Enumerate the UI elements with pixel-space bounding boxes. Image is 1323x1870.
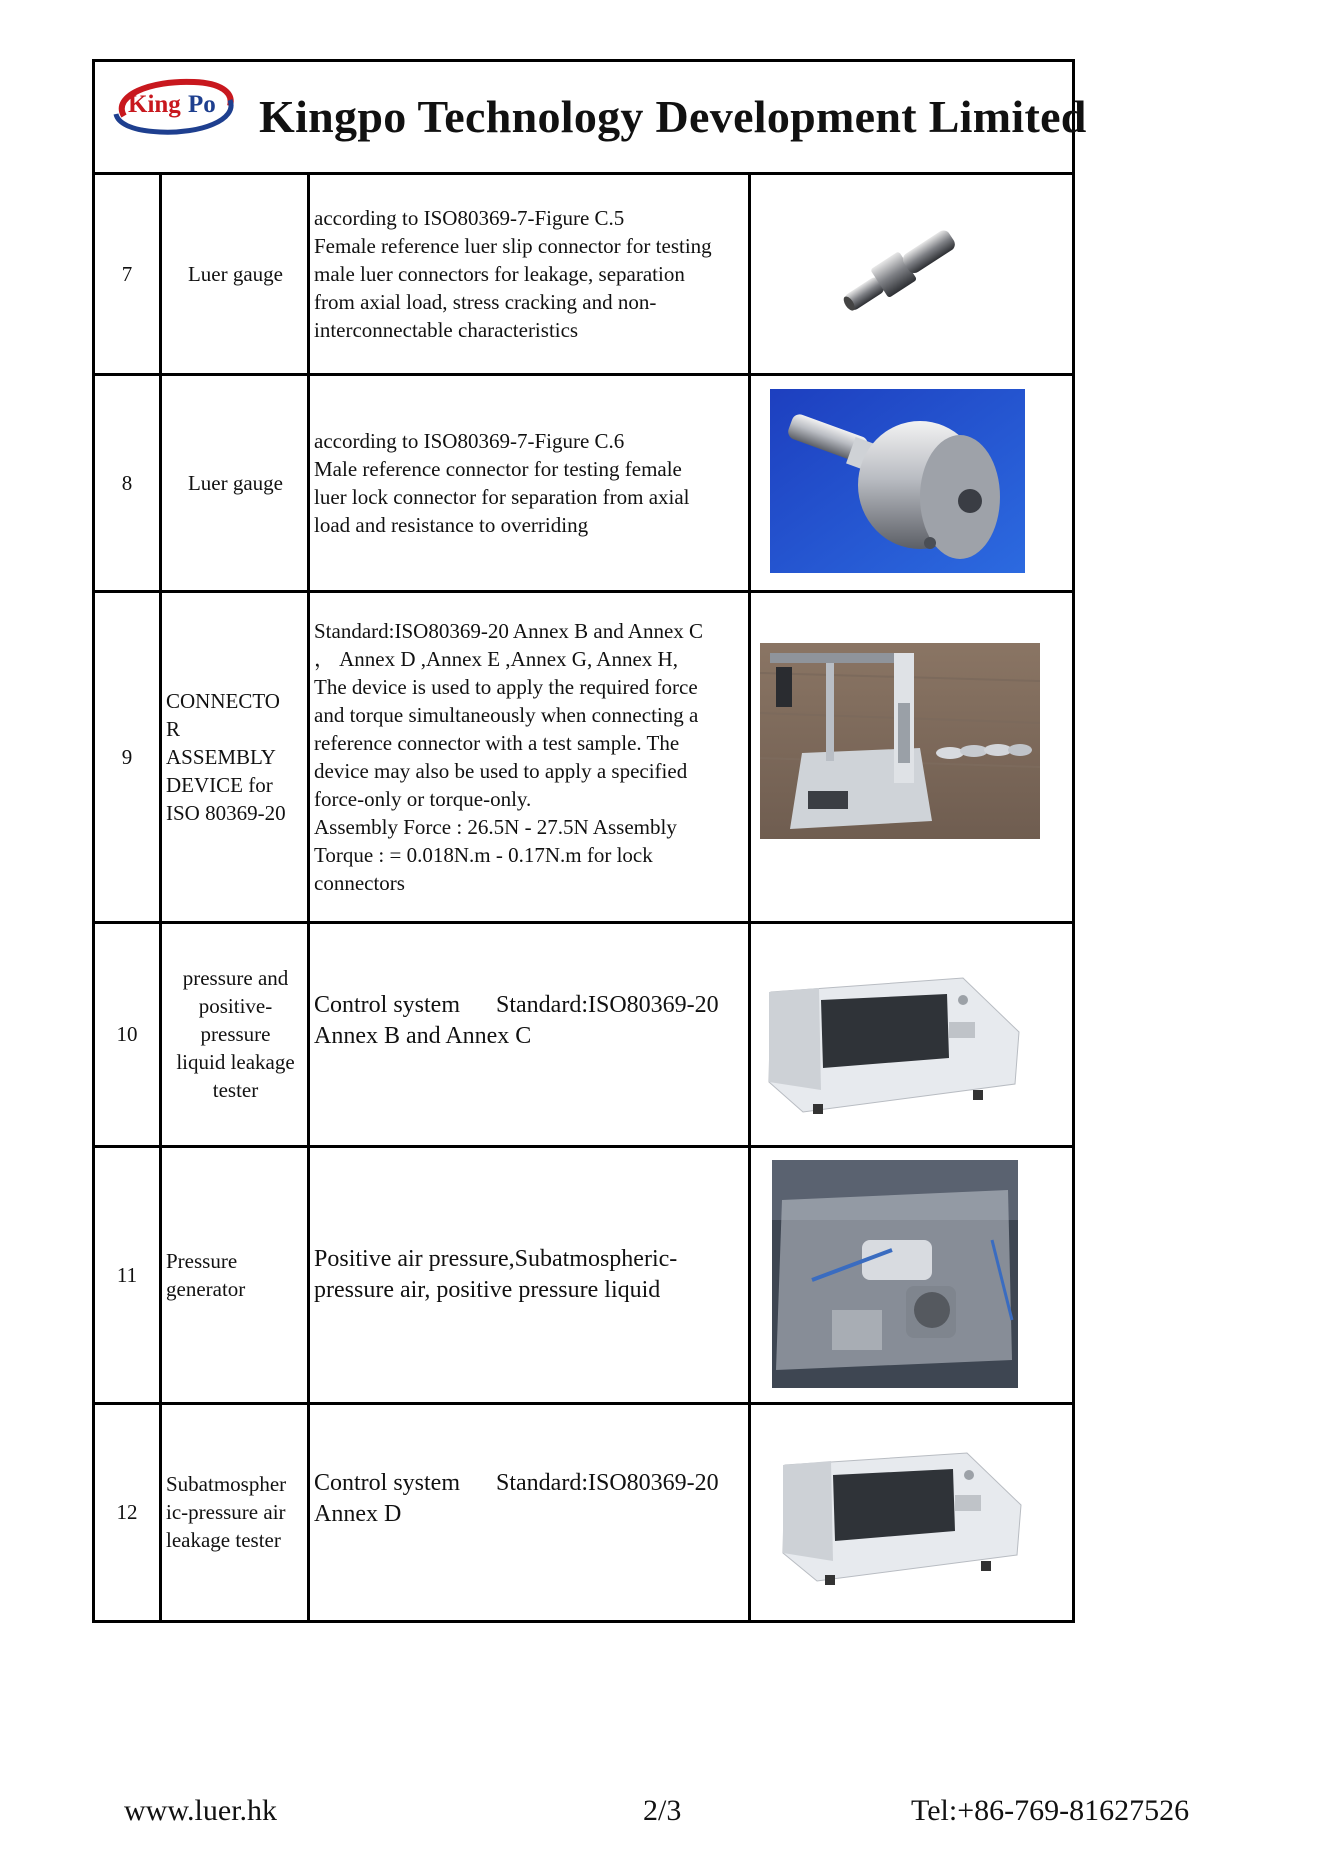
item-name: Pressure generator [161, 1146, 309, 1403]
table-row [95, 1403, 1072, 1620]
table-row [95, 922, 1072, 1146]
item-image-cell [750, 922, 1073, 1146]
item-name: CONNECTO R ASSEMBLY DEVICE for ISO 80369-20 [161, 591, 309, 922]
item-number: 8 [95, 374, 161, 591]
item-image-cell [750, 1403, 1073, 1620]
item-number: 12 [95, 1403, 161, 1620]
item-name: Luer gauge [161, 175, 309, 374]
item-number: 7 [95, 175, 161, 374]
item-image-cell [750, 175, 1073, 374]
kingpo-logo [110, 76, 238, 138]
footer-telephone: Tel:+86-769-81627526 [911, 1794, 1190, 1827]
luer-gauge-male-reference-photo [770, 389, 1025, 573]
item-number: 11 [95, 1146, 161, 1403]
item-description: Positive air pressure,Subatmospheric- pressure air, positive pressure liquid [309, 1146, 750, 1403]
connector-assembly-device-photo [760, 643, 1040, 839]
item-name: pressure and positive- pressure liquid leakage tester [161, 922, 309, 1146]
item-number: 10 [95, 922, 161, 1146]
pressure-generator-photo [772, 1160, 1018, 1388]
item-description: Control system Standard:ISO80369-20 Annex D [309, 1403, 750, 1620]
air-leakage-tester-photo [777, 1449, 1025, 1587]
table-row [95, 374, 1072, 591]
company-name: Kingpo Technology Development Limited [259, 91, 1087, 142]
item-image-cell [750, 374, 1073, 591]
item-description: according to ISO80369-7-Figure C.6 Male reference connector for testing female luer lock connector for separation from axial load and resistance to overriding [309, 374, 750, 591]
item-name: Luer gauge [161, 374, 309, 591]
item-number: 9 [95, 591, 161, 922]
item-name: Subatmospher ic-pressure air leakage tester [161, 1403, 309, 1620]
footer-website[interactable]: www.luer.hk [124, 1794, 278, 1827]
footer-page-number: 2/3 [643, 1794, 682, 1827]
svg-text:King: King [128, 91, 181, 118]
product-table-sheet [92, 59, 1087, 1623]
products-table [95, 175, 1072, 1620]
leakage-tester-photo [763, 972, 1023, 1120]
item-description: Standard:ISO80369-20 Annex B and Annex C ， Annex D ,Annex E ,Annex G, Annex H, The device is used to apply the required force and torque simultaneously when connecting a reference connector with a test sample. The device may also be used to apply a specified force-only or torque-only. Assembly Force : 26.5N - 27.5N Assembly Torque : = 0.018N.m - 0.17N.m for lock connectors [309, 591, 750, 922]
item-description: according to ISO80369-7-Figure C.5 Female reference luer slip connector for testing male luer connectors for leakage, separation from axial load, stress cracking and non- interconnectable characteristics [309, 175, 750, 374]
page-header [95, 62, 1087, 175]
item-description: Control system Standard:ISO80369-20 Annex B and Annex C [309, 922, 750, 1146]
luer-gauge-female-reference-photo [829, 220, 969, 320]
svg-text:Po: Po [188, 91, 216, 118]
item-image-cell [750, 1146, 1073, 1403]
table-row [95, 591, 1072, 922]
table-row [95, 175, 1072, 374]
table-row [95, 1146, 1072, 1403]
item-image-cell [750, 591, 1073, 922]
